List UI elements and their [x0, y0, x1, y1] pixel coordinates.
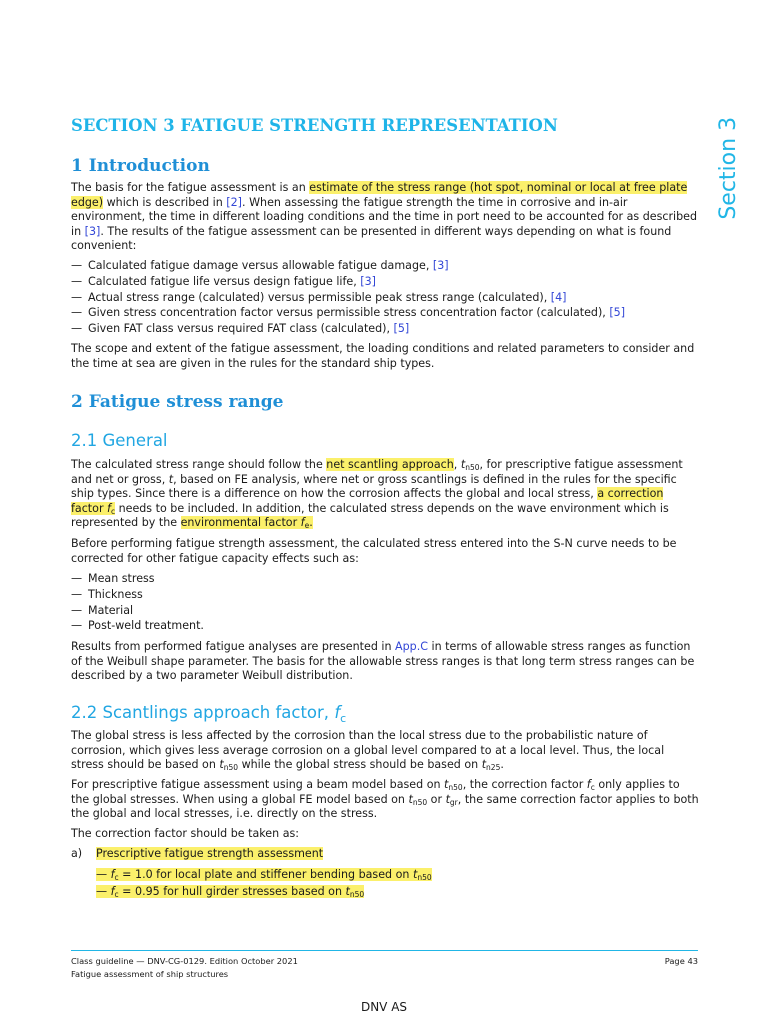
text: environmental factor	[180, 516, 301, 530]
symbol-t: t	[168, 472, 174, 486]
text: .	[500, 758, 504, 772]
text: , the same correction factor applies to both the global and local stresses, i.e. directly on the stress.	[71, 792, 699, 821]
scantlings-paragraph-2	[71, 778, 699, 822]
text: needs to be included. In addition, the calculated stress depends on the wave environment which is represented by the	[71, 501, 669, 530]
ordered-item-a	[71, 846, 323, 862]
list-item-text: Calculated fatigue life versus design fatigue life,	[88, 274, 361, 288]
list-item	[71, 305, 699, 321]
heading-fatigue-stress-range: 2 Fatigue stress range	[71, 392, 284, 412]
subscript: n50	[223, 763, 239, 773]
list-item	[71, 618, 699, 634]
text: while the global stress should be based on	[238, 758, 482, 772]
intro-results-list	[71, 258, 699, 337]
general-paragraph-3	[71, 640, 699, 684]
dash-bullet: —	[71, 572, 83, 585]
list-item	[71, 587, 699, 603]
symbol-t: t	[345, 885, 350, 898]
text: in terms of allowable stress ranges as function of the Weibull shape parameter. The basis for the allowable stress ranges is that long term stress ranges can be described by a two parameter Weibull distribution.	[71, 640, 695, 683]
dash-bullet: —	[71, 274, 83, 288]
heading-general: 2.1 General	[71, 431, 168, 450]
text: Results from performed fatigue analyses are presented in	[71, 640, 396, 653]
text: . When assessing the fatigue strength the time in corrosive and in-air environment, the time in different loading conditions and the time in port need to be accounted for as described in	[71, 195, 698, 238]
scantlings-paragraph-3: The correction factor should be taken as:	[71, 827, 300, 840]
page-footer	[71, 955, 698, 981]
highlight-stress-range: estimate of the stress range (hot spot, nominal or local at free plate edge)	[71, 181, 688, 209]
footer-document-title: Fatigue assessment of ship structures	[71, 969, 229, 979]
item-marker: a)	[71, 847, 83, 860]
footer-divider	[71, 950, 698, 951]
fatigue-effects-list	[71, 571, 699, 634]
general-paragraph-2: Before performing fatigue strength assessment, the calculated stress entered into the S-N curve needs to be corrected for other fatigue capacity effects such as:	[71, 537, 677, 565]
intro-paragraph	[71, 181, 699, 254]
list-item	[71, 274, 699, 290]
text: . The results of the fatigue assessment can be presented in different ways depending on what is found convenient:	[71, 224, 672, 253]
page-number: Page 43	[664, 956, 698, 966]
text: or	[427, 792, 446, 806]
text: which is described in	[103, 195, 227, 209]
list-item-text: Material	[88, 603, 134, 617]
symbol-t: t	[408, 792, 413, 806]
dash-bullet: —	[71, 290, 83, 304]
appendix-link[interactable]: App.C	[395, 640, 428, 653]
list-item	[71, 258, 699, 274]
subscript: n50	[349, 890, 365, 899]
list-item-text: Thickness	[88, 587, 143, 601]
text: The basis for the fatigue assessment is an	[71, 181, 310, 194]
subscript: c	[110, 506, 116, 516]
symbol-f: f	[586, 778, 591, 791]
symbol-f: f	[110, 868, 115, 881]
text: = 1.0 for local plate and stiffener bending based on	[118, 868, 413, 881]
highlight-fc-local: — $f_c = 1.0$ for local plate and stiffener bending based on $t_{n50}$	[96, 868, 432, 882]
reference-link[interactable]: [2]	[226, 195, 243, 209]
symbol-t: t	[412, 868, 418, 881]
list-item-text: Actual stress range (calculated) versus permissible peak stress range (calculated),	[88, 290, 551, 304]
reference-link[interactable]: [3]	[84, 224, 101, 238]
reference-link[interactable]: [3]	[432, 259, 449, 272]
symbol-f: f	[300, 516, 305, 530]
text: = 0.95 for hull girder stresses based on	[118, 885, 346, 898]
text: ,	[453, 458, 461, 471]
text: a correction factor	[71, 487, 664, 515]
text: , the correction factor	[462, 778, 587, 791]
dash-bullet: —	[71, 587, 83, 601]
subscript: c	[114, 890, 119, 899]
text: For prescriptive fatigue assessment using a beam model based on	[71, 778, 445, 791]
highlight-net-scantling: net scantling approach	[326, 458, 454, 471]
subscript: gr	[449, 797, 458, 807]
subscript: c	[590, 783, 595, 792]
publisher-name: DNV AS	[360, 1000, 408, 1014]
subscript: e	[304, 521, 310, 531]
sub-item-local-bending	[96, 866, 432, 883]
side-tab-label: Section 3	[715, 116, 741, 220]
text: 2.2 Scantlings approach factor,	[71, 703, 335, 722]
subscript: c	[114, 873, 119, 882]
dash-bullet: —	[71, 603, 83, 617]
list-item	[71, 290, 699, 306]
text: .	[309, 516, 313, 530]
symbol-f: f	[334, 703, 341, 722]
highlight-prescriptive-assessment: Prescriptive fatigue strength assessment	[96, 847, 324, 860]
list-item-text: Mean stress	[88, 572, 155, 585]
heading-scantlings-approach-factor	[71, 703, 346, 723]
dash-bullet: —	[71, 259, 83, 272]
symbol-t: t	[445, 792, 450, 806]
text: The calculated stress range should follow the	[71, 458, 327, 471]
general-paragraph-1	[71, 458, 699, 531]
symbol-f: f	[107, 501, 111, 515]
text: , based on FE analysis, where net or gross scantlings is defined in the rules for the specific ship types. Since there is a difference on how the corrosion affects the global and local stress,	[71, 472, 677, 501]
subscript: n50	[417, 873, 432, 882]
subscript: n50	[412, 797, 428, 807]
list-item-text: Given stress concentration factor versus permissible stress concentration factor (calculated),	[88, 306, 610, 320]
dash-bullet: —	[71, 322, 83, 336]
reference-link[interactable]: [5]	[393, 322, 410, 336]
sub-item-hull-girder	[96, 883, 364, 900]
list-item	[71, 321, 699, 337]
symbol-t: t	[481, 758, 487, 772]
scantlings-paragraph-1	[71, 729, 699, 773]
list-item	[71, 603, 699, 619]
reference-link[interactable]: [3]	[360, 274, 376, 288]
reference-link[interactable]: [5]	[609, 306, 626, 320]
text: The global stress is less affected by the corrosion than the local stress due to the probabilistic nature of corrosion, which gives less average corrosion on a global level compared to at a local level. Thus, the local stress should be based on	[71, 729, 665, 772]
reference-link[interactable]: [4]	[550, 290, 567, 304]
text: , for prescriptive fatigue assessment and net or gross,	[71, 458, 683, 486]
symbol-t: t	[444, 778, 449, 791]
list-item	[71, 571, 699, 587]
symbol-t: t	[219, 758, 224, 772]
subscript: n50	[448, 783, 463, 792]
subscript: c	[340, 712, 347, 725]
subscript: n25	[486, 763, 501, 773]
heading-introduction: 1 Introduction	[71, 156, 210, 176]
dash-bullet: —	[71, 619, 83, 633]
symbol-f: f	[110, 885, 115, 898]
symbol-t: t	[460, 458, 466, 471]
highlight-fc-hull-girder: — $f_c = 0.95$ for hull girder stresses based on $t_{n50}$	[96, 885, 365, 899]
list-item-text: Given FAT class versus required FAT class (calculated),	[88, 322, 394, 336]
highlight-environmental-factor	[181, 516, 313, 529]
section-title: SECTION 3 FATIGUE STRENGTH REPRESENTATION	[71, 116, 558, 135]
footer-guideline: Class guideline — DNV-CG-0129. Edition October 2021	[71, 956, 298, 966]
text: only applies to the global stresses. When using a global FE model based on	[71, 778, 680, 806]
list-item-text: Calculated fatigue damage versus allowable fatigue damage,	[88, 259, 433, 272]
intro-scope-paragraph: The scope and extent of the fatigue assessment, the loading conditions and related parameters to consider and the time at sea are given in the rules for the standard ship types.	[71, 342, 695, 370]
dash-bullet: —	[71, 306, 83, 320]
subscript: n50	[465, 463, 480, 472]
section-side-tab	[704, 118, 754, 218]
list-item-text: Post-weld treatment.	[88, 619, 204, 633]
